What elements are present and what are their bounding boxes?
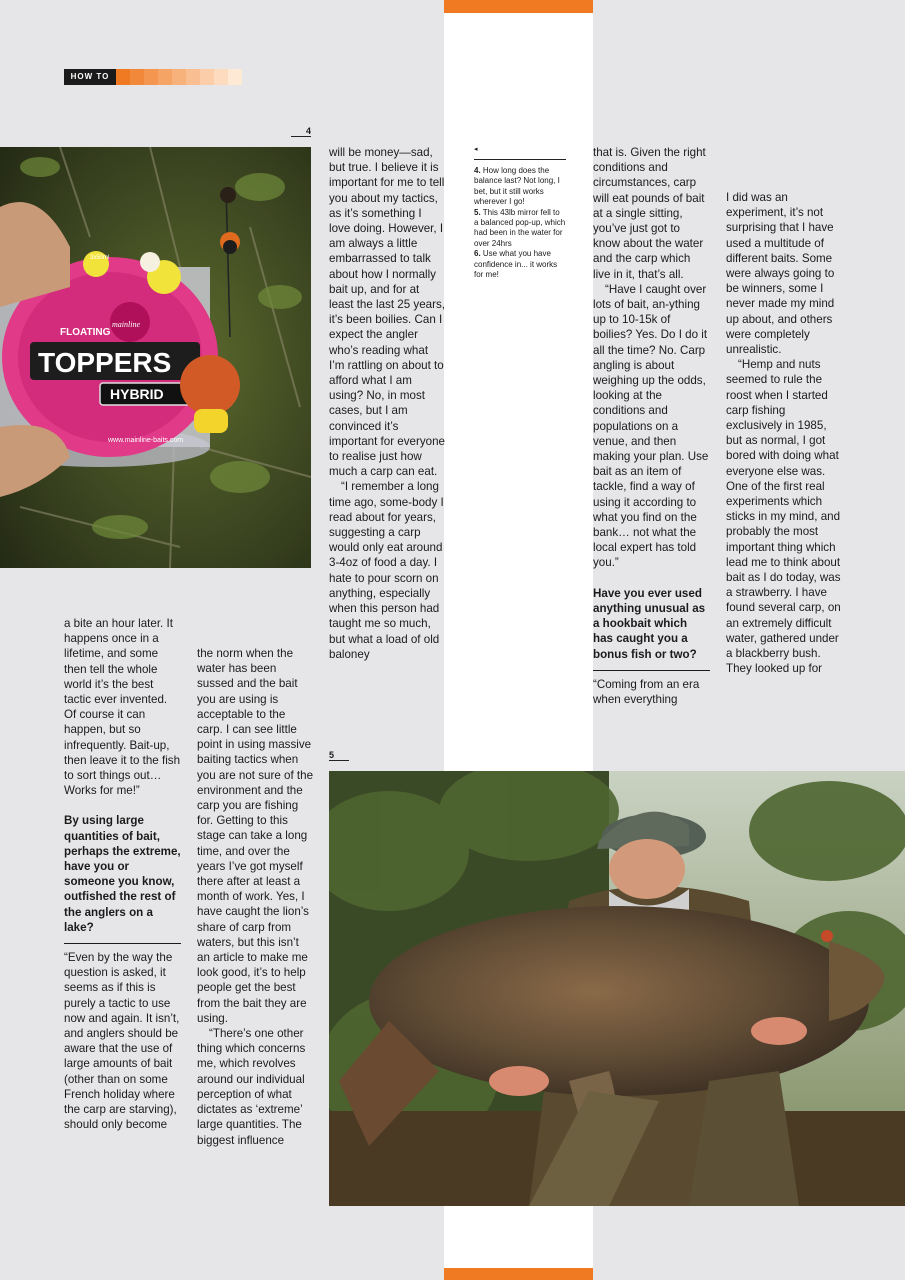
top-orange-bar <box>444 0 593 13</box>
product-size: 3x50ml <box>90 255 110 261</box>
paragraph: a bite an hour later. It happens once in a lifetime, and some then tell the whole world it’s the best tactic ever invented. Of course it can happen, but so infrequently. Bait-up, then leave it to the fish to sort things out… Works for me!” <box>64 617 181 798</box>
caption-5-text: This 43lb mirror fell to a balanced pop-up, which had been in the water for over 24hrs <box>474 207 566 248</box>
gradient-block <box>158 69 172 85</box>
gradient-block <box>130 69 144 85</box>
mirror-carp-photo <box>329 771 905 1206</box>
text-column-5 <box>726 190 843 725</box>
text-column-4 <box>593 145 710 725</box>
product-url: www.mainline-baits.com <box>108 437 184 444</box>
product-line1: FLOATING <box>60 327 111 338</box>
caption-5-number: 5. <box>474 207 481 217</box>
photo-captions <box>474 159 566 280</box>
caption-6-number: 6. <box>474 249 481 259</box>
paragraph: “There’s one other thing which concerns me, which revolves around our individual perception of what dictates as ‘extreme’ large quantities. The biggest influence <box>197 1027 306 1147</box>
gradient-block <box>144 69 158 85</box>
paragraph: “Have I caught over lots of bait, an-ything up to 10-15k of boilies? Yes. Do I do it all the time? No. Carp angling is about weighing up the odds, looking at the conditions and populations on a venue, and then making your plan. Use bait as an item of tackle, find a way of using it according to what you find on the bank… not what the local expert has told you.” <box>593 282 709 570</box>
paragraph: “Coming from an era when everything <box>593 677 700 706</box>
product-line3: HYBRID <box>110 386 164 402</box>
caption-arrow-icon: ◂ <box>474 146 478 153</box>
figure-number-5: 5 <box>329 750 349 761</box>
paragraph: “Even by the way the question is asked, it seems as if this is purely a tactic to use now and again. It isn’t, and anglers should be aware that the use of large amounts of bait (other than on some French holiday where the carp are starving), should only become <box>64 951 180 1132</box>
paragraph: will be money—sad, but true. I believe it is important for me to tell you about my tactics, as it’s something I love doing. However, I am always a little embarrassed to talk about how I normally bait up, and for at least the last 25 years, it’s been boilies. Can I expect the angler who’s reading what I’m rattling on about to afford what I am using? No, in most cases, but I am convinced it’s important for everyone to realise just how much a carp can eat. <box>329 146 445 479</box>
caption-4-text: How long does the balance last? Not long, I bet, but it still works wherever I go! <box>474 166 560 207</box>
header-gradient-bar <box>116 69 242 85</box>
gradient-block <box>172 69 186 85</box>
figure-number-4: 4 <box>291 126 311 137</box>
gradient-block <box>200 69 214 85</box>
text-column-2 <box>197 646 314 1214</box>
caption-4-number: 4. <box>474 166 481 175</box>
caption-6-text: Use what you have confidence in... it works for me! <box>474 249 558 280</box>
paragraph: “Hemp and nuts seemed to rule the roost when I started carp fishing exclusively in 1985, but as normal, I got bored with doing what everyone else was. One of the first real experiments which sticks in my mind, and probably the most important thing which lead me to think about bait as I do today, was a strawberry. I have found several carp, on an extremely difficult water, gathered under a blackberry bush. They looked up for <box>726 358 841 676</box>
gradient-block <box>186 69 200 85</box>
text-column-1 <box>64 616 181 1168</box>
gradient-block <box>116 69 130 85</box>
product-line2: TOPPERS <box>38 347 172 378</box>
interview-question: Have you ever used anything unusual as a hookbait which has caught you a bonus fish or two? <box>593 586 710 671</box>
product-brand: mainline <box>112 320 140 329</box>
gradient-block <box>228 69 242 85</box>
paragraph: that is. Given the right conditions and circumstances, carp will eat pounds of bait at a single sitting, you’ve just got to know about the water and the carp which live in it, that’s all. <box>593 146 706 281</box>
paragraph: “I remember a long time ago, some-body I read about for years, suggesting a carp would only eat around 3-4oz of food a day. I hate to pour scorn on anything, especially when this person had taught me so much, but what a load of old baloney <box>329 480 444 661</box>
bottom-orange-bar <box>444 1268 593 1280</box>
bait-pot-photo <box>0 147 311 568</box>
paragraph: the norm when the water has been sussed and the bait you are using is acceptable to the carp. I can see little point in using massive baiting tactics when you are not sure of the environment and the carp you are fishing for. Getting to this stage can take a long time, and over the years I’ve got myself there after at least a month of work. Yes, I have caught the lion’s share of carp from waters, but this isn’t an article to make me look good, it’s to help people get the best from the bait they are using. <box>197 647 314 1025</box>
paragraph: I did was an experiment, it’s not surprising that I have used a multitude of different baits. Some were always going to be winners, some I never made my mind up about, and others were completely unrealistic. <box>726 191 835 357</box>
section-label: HOW TO <box>64 69 116 85</box>
interview-question: By using large quantities of bait, perhaps the extreme, have you or someone you know, outfished the rest of the anglers on a lake? <box>64 813 181 944</box>
section-header <box>64 69 242 85</box>
gradient-block <box>214 69 228 85</box>
text-column-3 <box>329 145 446 725</box>
